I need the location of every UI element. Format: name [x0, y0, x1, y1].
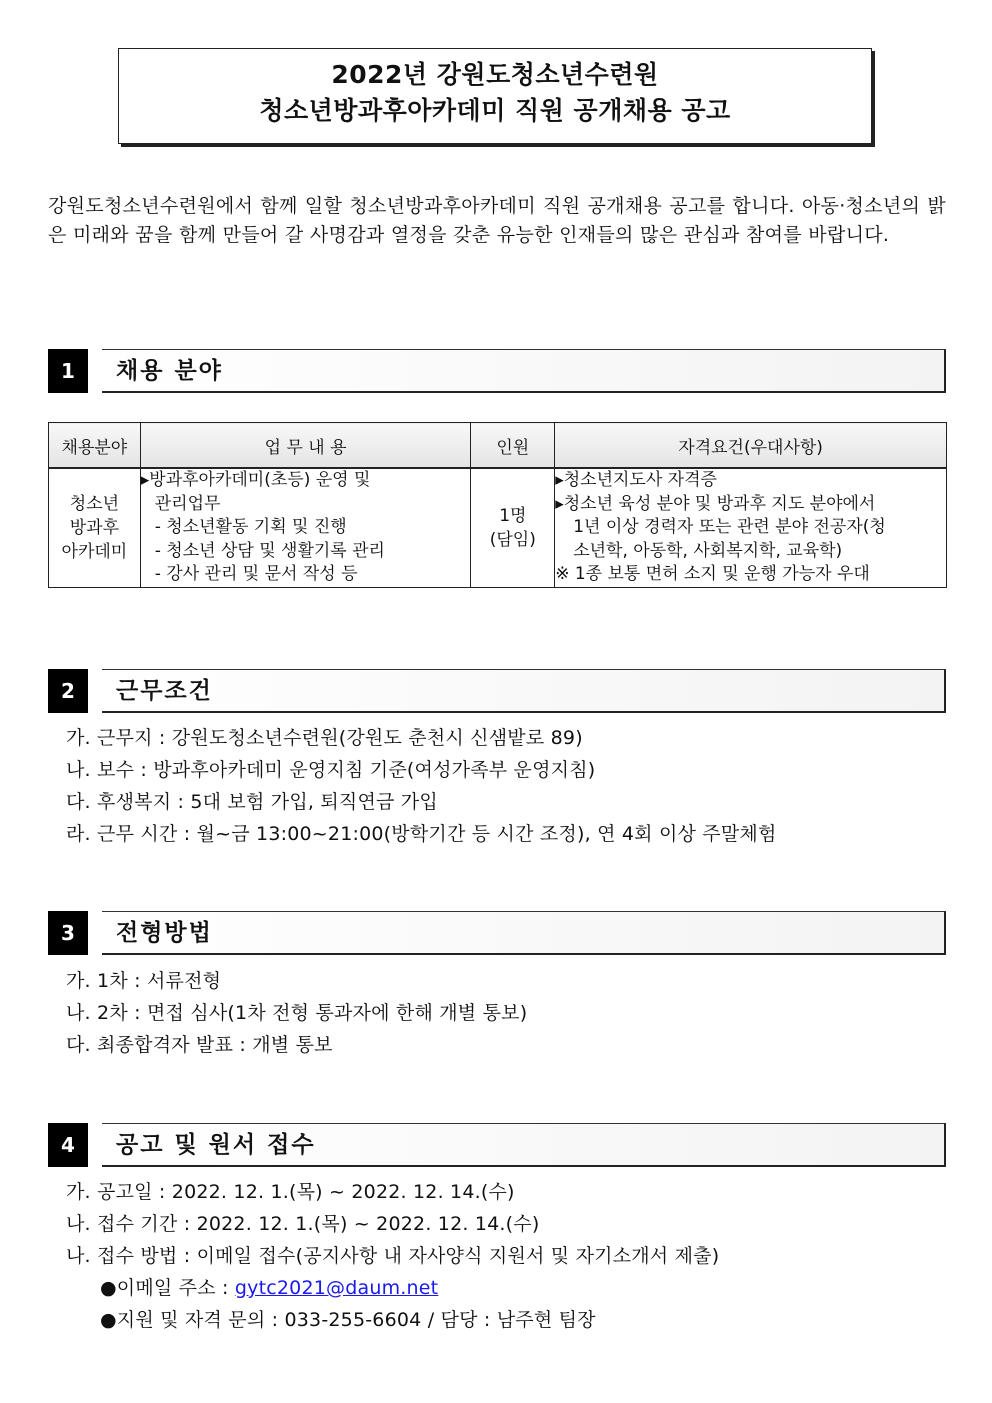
duty-line: - 청소년활동 기획 및 진행: [154, 517, 347, 537]
selection-list: [66, 965, 527, 1061]
title-line-1: 2022년 강원도청소년수련원: [331, 60, 659, 89]
title-line-2: 청소년방과후아카데미 직원 공개채용 공고: [259, 96, 731, 125]
section-4-number: 4: [48, 1123, 88, 1167]
field-line: 아카데미: [61, 541, 128, 562]
qual-line: ▸청소년지도사 자격증: [555, 470, 717, 490]
duty-line: 관리업무: [154, 493, 221, 514]
cell-field: [49, 468, 141, 587]
duty-line: - 강사 관리 및 문서 작성 등: [154, 564, 358, 584]
section-2-number: 2: [48, 669, 88, 713]
table-header-row: [49, 423, 947, 469]
header-count: 인원: [471, 423, 555, 469]
section-1-title: 채용 분야: [116, 358, 223, 384]
application-list: [66, 1176, 719, 1336]
cell-duties: [140, 468, 471, 587]
section-3-header: [48, 911, 946, 955]
duty-line: ▸방과후아카데미(초등) 운영 및: [140, 470, 371, 490]
cell-count: [471, 468, 555, 587]
header-field: 채용분야: [49, 423, 141, 469]
field-line: 청소년: [69, 493, 119, 514]
count-role: (담임): [489, 529, 536, 550]
list-item: 가. 공고일 : 2022. 12. 1.(목) ~ 2022. 12. 14.(수): [66, 1181, 515, 1203]
list-item: 나. 2차 : 면접 심사(1차 전형 통과자에 한해 개별 통보): [66, 1002, 528, 1024]
section-3-title: 전형방법: [116, 920, 213, 946]
list-item: 나. 접수 기간 : 2022. 12. 1.(목) ~ 2022. 12. 14.(수): [66, 1213, 540, 1235]
email-link[interactable]: gytc2021@daum.net: [234, 1277, 439, 1299]
duty-line: - 청소년 상담 및 생활기록 관리: [154, 540, 385, 561]
section-4-title: 공고 및 원서 접수: [116, 1132, 316, 1158]
recruitment-table: [48, 422, 947, 588]
intro-paragraph: 강원도청소년수련원에서 함께 일할 청소년방과후아카데미 직원 공개채용 공고를 합니다. 아동·청소년의 밝은 미래와 꿈을 함께 만들어 갈 사명감과 열정을 갖춘 유능한 인재들의 많은 관심과 참여를 바랍니다.: [48, 195, 946, 246]
list-item: 다. 최종합격자 발표 : 개별 통보: [66, 1034, 333, 1056]
section-2-bar: [102, 669, 946, 713]
cell-qualifications: [555, 468, 947, 587]
email-row: [66, 1272, 719, 1304]
list-item: 라. 근무 시간 : 월~금 13:00~21:00(방학기간 등 시간 조정), 연 4회 이상 주말체험: [66, 823, 777, 845]
section-1-header: [48, 349, 946, 393]
count-value: 1명: [499, 505, 527, 526]
email-label: ●이메일 주소 :: [100, 1277, 235, 1299]
list-item: 다. 후생복지 : 5대 보험 가입, 퇴직연금 가입: [66, 791, 438, 813]
contact-row: ●지원 및 자격 문의 : 033-255-6604 / 담당 : 남주현 팀장: [100, 1309, 596, 1331]
qual-line: 1년 이상 경력자 또는 관련 분야 전공자(청: [573, 517, 886, 537]
section-3-number: 3: [48, 911, 88, 955]
section-1-bar: [102, 349, 946, 393]
field-line: 방과후: [69, 517, 119, 538]
qual-line: 소년학, 아동학, 사회복지학, 교육학): [573, 540, 843, 561]
list-item: 가. 1차 : 서류전형: [66, 970, 222, 992]
table-row: [49, 468, 947, 587]
list-item: 나. 접수 방법 : 이메일 접수(공지사항 내 자사양식 지원서 및 자기소개서 제출): [66, 1245, 720, 1267]
section-2-title: 근무조건: [116, 678, 213, 704]
qual-line: ※ 1종 보통 면허 소지 및 운행 가능자 우대: [555, 564, 870, 584]
list-item: 가. 근무지 : 강원도청소년수련원(강원도 춘천시 신샘밭로 89): [66, 727, 583, 749]
section-4-header: [48, 1123, 946, 1167]
conditions-list: [66, 722, 777, 850]
title-box: [118, 48, 872, 144]
header-qualifications: 자격요건(우대사항): [555, 423, 947, 469]
header-duties: 업 무 내 용: [140, 423, 471, 469]
section-1-number: 1: [48, 349, 88, 393]
section-2-header: [48, 669, 946, 713]
list-item: 나. 보수 : 방과후아카데미 운영지침 기준(여성가족부 운영지침): [66, 759, 596, 781]
section-3-bar: [102, 911, 946, 955]
qual-line: ▸청소년 육성 분야 및 방과후 지도 분야에서: [555, 493, 876, 514]
